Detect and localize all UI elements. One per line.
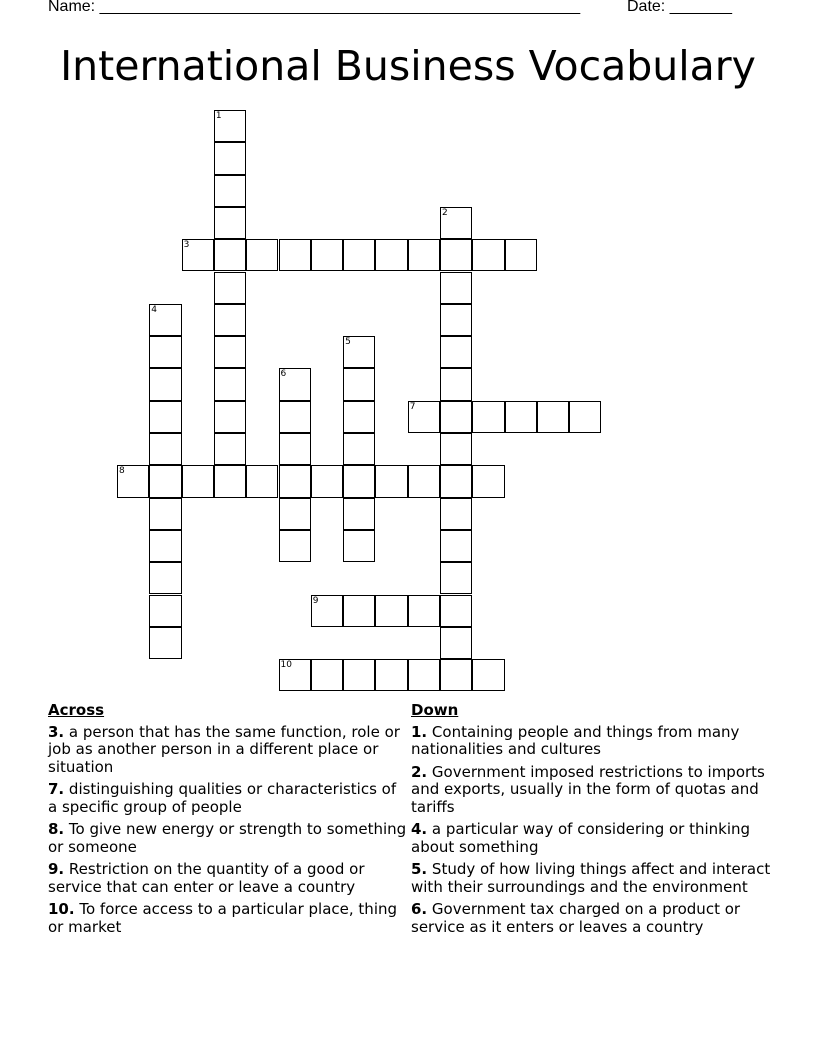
- clue-item: [411, 764, 771, 817]
- grid-cell[interactable]: [149, 627, 181, 659]
- grid-cell[interactable]: [149, 562, 181, 594]
- grid-cell[interactable]: [214, 336, 246, 368]
- grid-cell[interactable]: [375, 659, 407, 691]
- grid-cell[interactable]: [408, 659, 440, 691]
- page-title: International Business Vocabulary: [60, 42, 756, 90]
- grid-cell[interactable]: [440, 239, 472, 271]
- grid-cell[interactable]: [472, 465, 504, 497]
- grid-cell[interactable]: [214, 304, 246, 336]
- down-heading: Down: [411, 701, 459, 719]
- grid-cell[interactable]: [214, 401, 246, 433]
- grid-cell[interactable]: [214, 175, 246, 207]
- clue-number: 4.: [411, 820, 428, 838]
- clue-text: a person that has the same function, role or job as another person in a different place or situation: [48, 722, 400, 776]
- grid-cell[interactable]: [311, 595, 343, 627]
- clue-item: [411, 724, 771, 759]
- grid-cell[interactable]: [505, 239, 537, 271]
- grid-clue-number: 6: [280, 369, 287, 380]
- grid-cell[interactable]: [375, 595, 407, 627]
- grid-cell[interactable]: [440, 627, 472, 659]
- grid-cell[interactable]: [375, 465, 407, 497]
- grid-cell[interactable]: [569, 401, 601, 433]
- date-field-label: Date: _______: [627, 0, 732, 15]
- grid-cell[interactable]: [408, 595, 440, 627]
- clue-text: Government imposed restrictions to imports and exports, usually in the form of quotas and tariffs: [411, 762, 765, 816]
- grid-cell[interactable]: [149, 465, 181, 497]
- clue-item: [411, 901, 771, 936]
- grid-cell[interactable]: [279, 239, 311, 271]
- grid-cell[interactable]: [440, 304, 472, 336]
- grid-cell[interactable]: [375, 239, 407, 271]
- grid-cell[interactable]: [214, 465, 246, 497]
- grid-cell[interactable]: [149, 530, 181, 562]
- grid-clue-number: 3: [183, 240, 190, 251]
- grid-cell[interactable]: [149, 304, 181, 336]
- grid-cell[interactable]: [149, 498, 181, 530]
- grid-cell[interactable]: [311, 465, 343, 497]
- grid-cell[interactable]: [440, 368, 472, 400]
- clue-text: Government tax charged on a product or service as it enters or leaves a country: [411, 900, 741, 936]
- grid-cell[interactable]: [246, 465, 278, 497]
- clue-number: 2.: [411, 762, 428, 781]
- grid-cell[interactable]: [472, 239, 504, 271]
- grid-cell[interactable]: [149, 401, 181, 433]
- grid-cell[interactable]: [343, 498, 375, 530]
- grid-cell[interactable]: [279, 530, 311, 562]
- grid-cell[interactable]: [343, 465, 375, 497]
- clue-text: To force access to a particular place, thing or market: [48, 900, 398, 936]
- clue-number: 1.: [411, 722, 428, 741]
- grid-cell[interactable]: [343, 433, 375, 465]
- grid-cell[interactable]: [214, 110, 246, 142]
- clue-number: 10.: [48, 900, 75, 918]
- grid-clue-number: 7: [409, 401, 416, 412]
- grid-cell[interactable]: [279, 659, 311, 691]
- clue-text: distinguishing qualities or characteristics of a specific group of people: [48, 780, 397, 816]
- grid-cell[interactable]: [149, 595, 181, 627]
- grid-cell[interactable]: [440, 465, 472, 497]
- grid-clue-number: 8: [119, 466, 125, 477]
- grid-cell[interactable]: [182, 465, 214, 497]
- grid-cell[interactable]: [440, 336, 472, 368]
- grid-cell[interactable]: [182, 239, 214, 271]
- grid-clue-number: 1: [215, 111, 222, 121]
- clue-item: [411, 821, 771, 856]
- grid-cell[interactable]: [279, 465, 311, 497]
- grid-cell[interactable]: [343, 368, 375, 400]
- grid-cell[interactable]: [537, 401, 569, 433]
- grid-cell[interactable]: [343, 595, 375, 627]
- grid-clue-number: 5: [345, 337, 351, 348]
- grid-cell[interactable]: [149, 368, 181, 400]
- grid-cell[interactable]: [214, 207, 246, 239]
- grid-cell[interactable]: [214, 142, 246, 174]
- grid-cell[interactable]: [440, 595, 472, 627]
- clue-number: 5.: [411, 860, 428, 878]
- clue-item: [48, 861, 408, 896]
- grid-cell[interactable]: [472, 659, 504, 691]
- grid-clue-number: 9: [312, 595, 319, 606]
- grid-clue-number: 2: [442, 207, 448, 218]
- grid-cell[interactable]: [408, 239, 440, 271]
- grid-cell[interactable]: [440, 659, 472, 691]
- grid-cell[interactable]: [214, 433, 246, 465]
- grid-cell[interactable]: [440, 401, 472, 433]
- grid-cell[interactable]: [246, 239, 278, 271]
- grid-cell[interactable]: [214, 239, 246, 271]
- grid-cell[interactable]: [311, 239, 343, 271]
- clue-text: a particular way of considering or thinking about something: [411, 820, 751, 856]
- clue-text: Study of how living things affect and interact with their surroundings and the environment: [411, 860, 771, 896]
- grid-cell[interactable]: [149, 433, 181, 465]
- grid-cell[interactable]: [343, 239, 375, 271]
- clue-text: To give new energy or strength to something or someone: [48, 820, 407, 856]
- clue-item: [48, 781, 408, 816]
- grid-cell[interactable]: [408, 401, 440, 433]
- grid-cell[interactable]: [279, 433, 311, 465]
- grid-clue-number: 4: [151, 304, 158, 315]
- grid-cell[interactable]: [117, 465, 149, 497]
- clue-number: 6.: [411, 900, 428, 918]
- grid-cell[interactable]: [343, 401, 375, 433]
- clue-text: Containing people and things from many nationalities and cultures: [411, 722, 740, 758]
- grid-cell[interactable]: [440, 498, 472, 530]
- grid-cell[interactable]: [408, 465, 440, 497]
- grid-cell[interactable]: [214, 272, 246, 304]
- grid-cell[interactable]: [343, 530, 375, 562]
- clue-item: [48, 821, 408, 856]
- grid-cell[interactable]: [343, 336, 375, 368]
- grid-cell[interactable]: [472, 401, 504, 433]
- grid-cell[interactable]: [279, 368, 311, 400]
- grid-cell[interactable]: [440, 562, 472, 594]
- clue-item: [48, 901, 408, 936]
- grid-cell[interactable]: [440, 272, 472, 304]
- grid-cell[interactable]: [149, 336, 181, 368]
- across-heading: Across: [48, 701, 105, 719]
- clue-item: [48, 724, 408, 777]
- grid-cell[interactable]: [311, 659, 343, 691]
- grid-clue-number: 10: [280, 660, 292, 671]
- clue-item: [411, 861, 771, 896]
- grid-cell[interactable]: [279, 498, 311, 530]
- grid-cell[interactable]: [440, 433, 472, 465]
- clue-number: 8.: [48, 820, 65, 838]
- clue-text: Restriction on the quantity of a good or service that can enter or leave a country: [48, 860, 365, 896]
- down-clues: [411, 702, 771, 941]
- clue-number: 7.: [48, 780, 65, 798]
- grid-cell[interactable]: [214, 368, 246, 400]
- grid-cell[interactable]: [343, 659, 375, 691]
- grid-cell[interactable]: [505, 401, 537, 433]
- grid-cell[interactable]: [279, 401, 311, 433]
- grid-cell[interactable]: [440, 207, 472, 239]
- clue-number: 3.: [48, 722, 65, 741]
- across-clues: [48, 702, 408, 941]
- grid-cell[interactable]: [440, 530, 472, 562]
- name-field-label: Name: ______________________________________________________: [48, 0, 581, 15]
- clue-number: 9.: [48, 860, 65, 878]
